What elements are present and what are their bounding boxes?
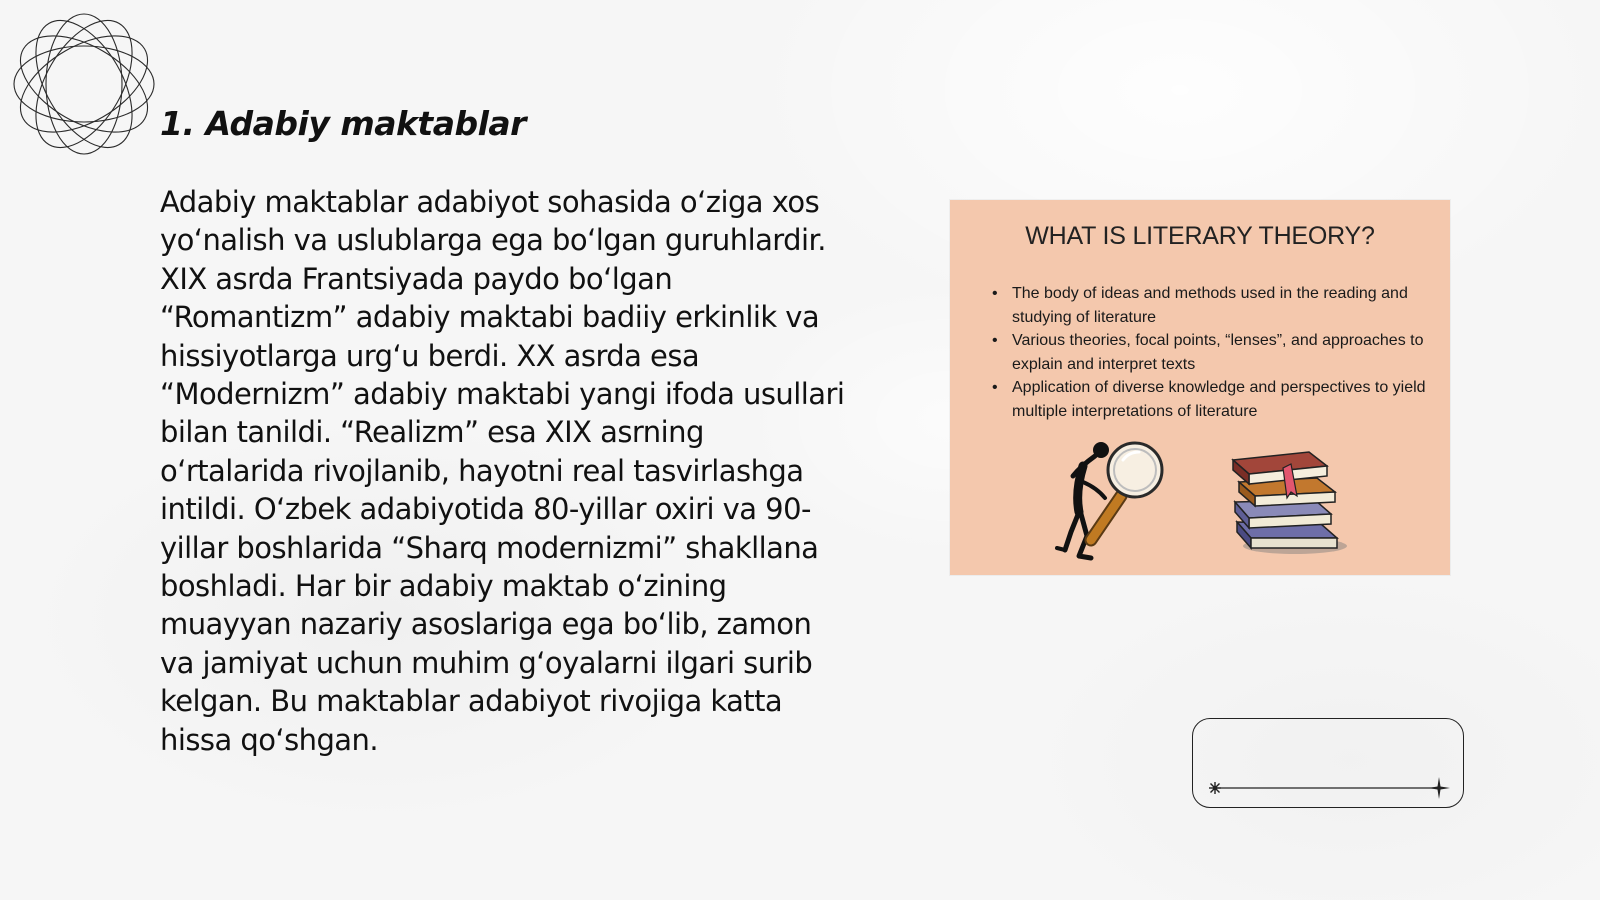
decorative-timeline-box <box>1192 718 1464 808</box>
bullet-dot-icon: • <box>992 379 998 396</box>
book-stack-icon <box>1225 438 1355 558</box>
star-line-decoration-icon <box>1193 719 1465 809</box>
bullet-dot-icon: • <box>992 285 998 302</box>
literary-theory-image <box>950 200 1450 575</box>
image-card-bullet <box>992 376 1432 423</box>
bullet-text: Application of diverse knowledge and perspectives to yield multiple interpretations of literature <box>1012 379 1426 420</box>
slide-body-text: Adabiy maktablar adabiyot sohasida o‘ziga xos yo‘nalish va uslublarga ega bo‘lgan guruhlardir. XIX asrda Frantsiyada paydo bo‘lgan “Romantizm” adabiy maktabi badiiy erkinlik va hissiyotlarga urg‘u berdi. XX asrda esa “Modernizm” adabiy maktabi yangi ifoda usullari bilan tanildi. “Realizm” esa XIX asrning o‘rtalarida rivojlanib, hayotni real tasvirlashga intildi. O‘zbek adabiyotida 80-yillar oxiri va 90-yillar boshlarida “Sharq modernizmi” shakllana boshladi. Har bir adabiy maktab o‘zining muayyan nazariy asoslariga ega bo‘lib, zamon va jamiyat uchun muhim g‘oyalarni ilgari surib kelgan. Bu maktablar adabiyot rivojiga katta hissa qo‘shgan. <box>160 185 845 757</box>
circle-ring-pattern-icon <box>8 8 160 160</box>
bullet-text: Various theories, focal points, “lenses”, and approaches to explain and interpret texts <box>1012 332 1424 373</box>
bullet-text: The body of ideas and methods used in the reading and studying of literature <box>1012 285 1408 326</box>
image-card-bullet <box>992 282 1432 329</box>
image-card-bullet-list <box>992 282 1432 423</box>
bullet-dot-icon: • <box>992 332 998 349</box>
image-card-title: WHAT IS LITERARY THEORY? <box>1025 222 1375 250</box>
slide-title: 1. Adabiy maktablar <box>160 104 526 143</box>
image-card-bullet <box>992 329 1432 376</box>
magnifying-glass-figure-icon <box>1043 432 1173 562</box>
